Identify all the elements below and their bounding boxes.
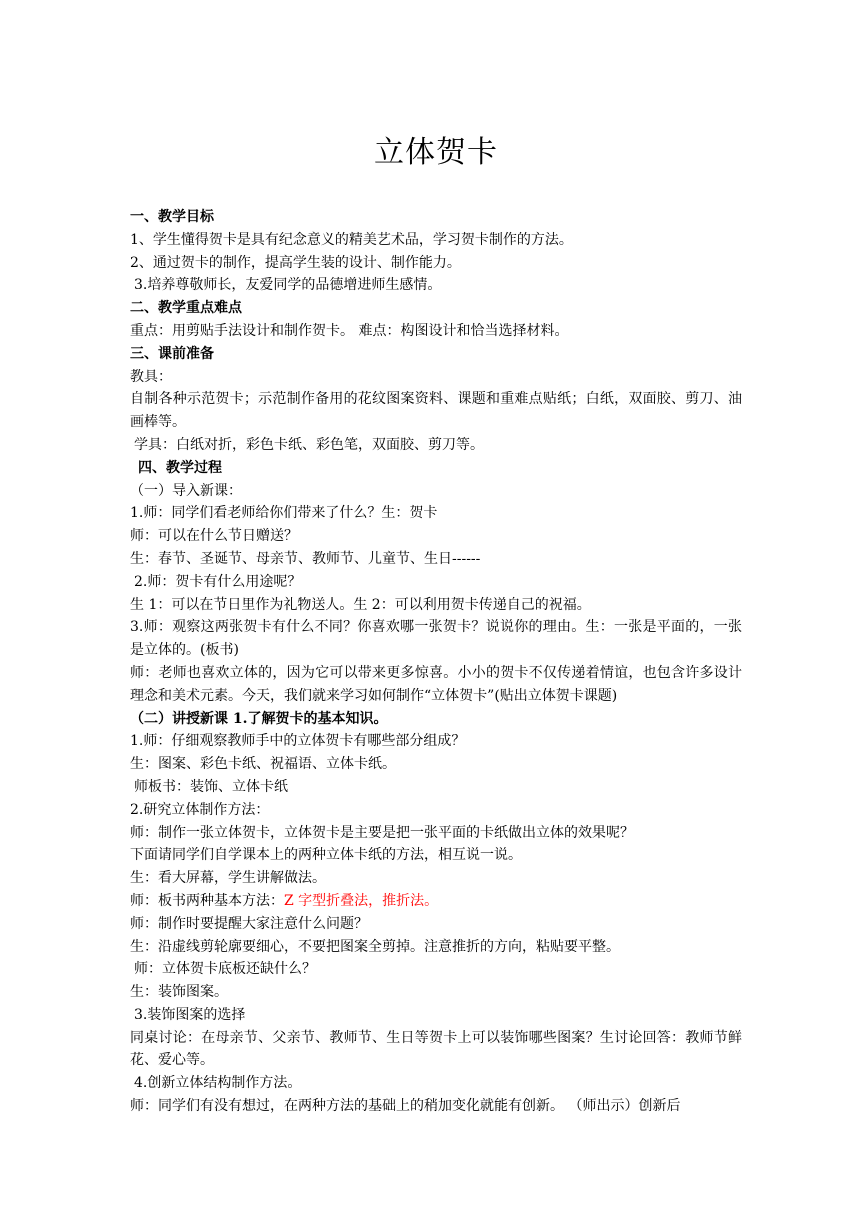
section-heading-key-points: 二、教学重点难点 xyxy=(130,300,242,317)
paragraph: 2.研究立体制作方法： xyxy=(130,801,270,818)
paragraph: 师：可以在什么节日赠送？ xyxy=(130,528,298,545)
section-heading-goals: 一、教学目标 xyxy=(130,209,214,225)
highlighted-methods: Z 字型折叠法，推折法。 xyxy=(284,892,439,909)
paragraph: 学具：白纸对折，彩色卡纸、彩色笔，双面胶、剪刀等。 xyxy=(134,436,484,453)
section-heading-process: 四、教学过程 xyxy=(138,459,222,476)
paragraph: 生：图案、彩色卡纸、祝福语、立体卡纸。 xyxy=(130,756,396,773)
paragraph: 下面请同学们自学课本上的两种立体卡纸的方法，相互说一说。 xyxy=(130,847,522,864)
paragraph: 1、学生懂得贺卡是具有纪念意义的精美艺术品，学习贺卡制作的方法。 xyxy=(130,231,573,248)
paragraph-methods-prefix: 师：板书两种基本方法： xyxy=(130,892,284,909)
document-title: 立体贺卡 xyxy=(374,135,498,170)
paragraph: （一）导入新课： xyxy=(130,482,242,499)
paragraph: 教具： xyxy=(130,368,172,385)
paragraph: 4.创新立体结构制作方法。 xyxy=(134,1075,302,1092)
paragraph: 3.师：观察这两张贺卡有什么不同？你喜欢哪一张贺卡？说说你的理由。生：一张是平面的，一张是立体的。(板书) xyxy=(130,619,742,659)
paragraph: 生：装饰图案。 xyxy=(130,984,228,1001)
paragraph: 师板书：装饰、立体卡纸 xyxy=(134,778,288,795)
paragraph: 生 1：可以在节日里作为礼物送人。生 2：可以利用贺卡传递自己的祝福。 xyxy=(130,596,591,613)
paragraph: 1.师：同学们看老师给你们带来了什么？生：贺卡 xyxy=(130,505,438,522)
paragraph: 3.装饰图案的选择 xyxy=(134,1006,246,1023)
paragraph-methods xyxy=(130,890,742,913)
paragraph: 师：老师也喜欢立体的，因为它可以带来更多惊喜。小小的贺卡不仅传递着情谊，也包含许多设计理念和美术元素。今天，我们就来学习如何制作“立体贺卡”(贴出立体贺卡课题) xyxy=(130,664,742,704)
paragraph: 生：看大屏幕，学生讲解做法。 xyxy=(130,870,326,887)
paragraph: 1.师：仔细观察教师手中的立体贺卡有哪些部分组成？ xyxy=(130,733,466,750)
paragraph: 师：立体贺卡底板还缺什么？ xyxy=(134,961,316,978)
paragraph: 师：制作时要提醒大家注意什么问题？ xyxy=(130,915,368,932)
paragraph: 2、通过贺卡的制作，提高学生装的设计、制作能力。 xyxy=(130,254,461,271)
paragraph: 重点：用剪贴手法设计和制作贺卡。 难点：构图设计和恰当选择材料。 xyxy=(130,322,569,339)
paragraph: 3.培养尊敬师长，友爱同学的品德增进师生感情。 xyxy=(134,277,442,294)
paragraph: 生：春节、圣诞节、母亲节、教师节、儿童节、生日------ xyxy=(130,550,481,567)
paragraph: 生：沿虚线剪轮廓要细心，不要把图案全剪掉。注意推折的方向，粘贴要平整。 xyxy=(130,938,620,955)
document-page xyxy=(130,130,742,1118)
paragraph: 同桌讨论：在母亲节、父亲节、教师节、生日等贺卡上可以装饰哪些图案？生讨论回答：教师节鲜花、爱心等。 xyxy=(130,1029,742,1069)
paragraph: 自制各种示范贺卡；示范制作备用的花纹图案资料、课题和重难点贴纸；白纸，双面胶、剪刀、油画棒等。 xyxy=(130,391,742,431)
paragraph: 师：制作一张立体贺卡，立体贺卡是主要是把一张平面的卡纸做出立体的效果呢？ xyxy=(130,824,634,841)
paragraph: 师：同学们有没有想过，在两种方法的基础上的稍加变化就能有创新。 （师出示）创新后 xyxy=(130,1098,681,1115)
subsection-heading: （二）讲授新课 1.了解贺卡的基本知识。 xyxy=(130,710,388,727)
paragraph: 2.师：贺卡有什么用途呢？ xyxy=(134,573,302,590)
section-heading-preparation: 三、课前准备 xyxy=(130,345,214,362)
